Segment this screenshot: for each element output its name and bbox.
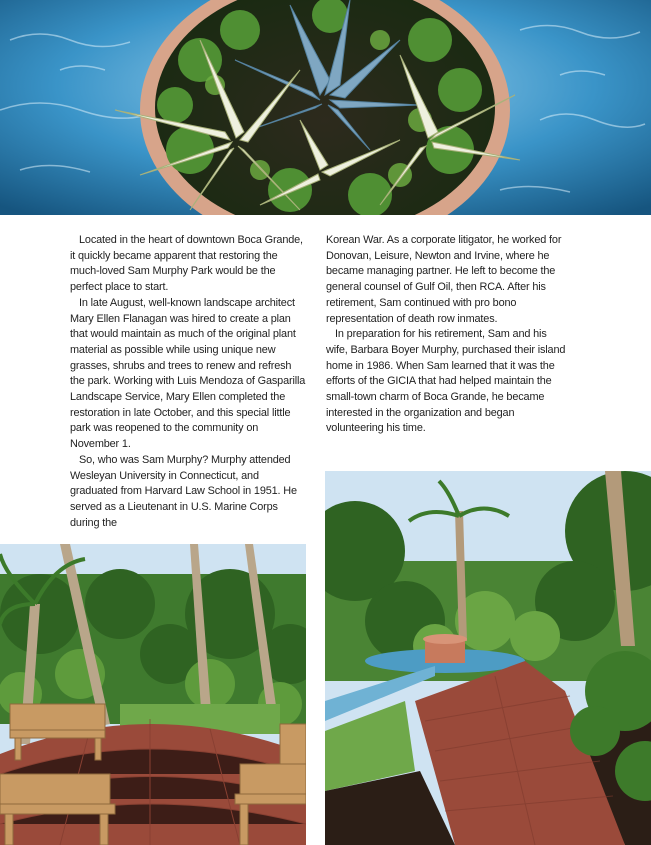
paragraph-restoration: In late August, well-known landscape architect Mary Ellen Flanagan was hired to create a plan that would maintain as much of the original plant material as possible while using unique new grasses, shrubs and trees to renew and refresh the park. Working with Luis Mendoza of Gasparilla Landscape Service, Mary Ellen completed the restoration in late October, and this special little park was reopened to the community on November 1. — [70, 296, 306, 451]
paragraph-career: Korean War. As a corporate litigator, he worked for Donovan, Leisure, Newton and Irvine, where he became managing partner. He left to become the general counsel of Gulf Oil, then RCA. After his retirement, Sam continued with pro bono representation of death row inmates. — [326, 234, 562, 325]
hero-photo-agave-planter — [0, 0, 651, 215]
article-column-left — [70, 233, 308, 531]
brick-path-graphic — [325, 471, 651, 845]
paragraph-retirement: In preparation for his retirement, Sam and his wife, Barbara Boyer Murphy, purchased their island home in 1986. When Sam learned that it was the efforts of the GICIA that had helped maintain the small-town charm of Boca Grande, he became interested in the organization and began volunteering his time. — [326, 328, 566, 435]
article-column-right — [326, 233, 571, 437]
paragraph-sam-murphy-bio: So, who was Sam Murphy? Murphy attended Wesleyan University in Connecticut, and graduated from Harvard Law School in 1951. He served as a Lieutenant in U.S. Marine Corps during the — [70, 453, 297, 529]
photo-brick-path-fountain — [325, 471, 651, 845]
hero-photo-graphic — [0, 0, 651, 215]
paragraph-intro: Located in the heart of downtown Boca Grande, it quickly became apparent that restoring the much-loved Sam Murphy Park would be the perfect place to start. — [70, 234, 303, 294]
park-benches-graphic — [0, 544, 306, 845]
photo-park-benches — [0, 544, 306, 845]
